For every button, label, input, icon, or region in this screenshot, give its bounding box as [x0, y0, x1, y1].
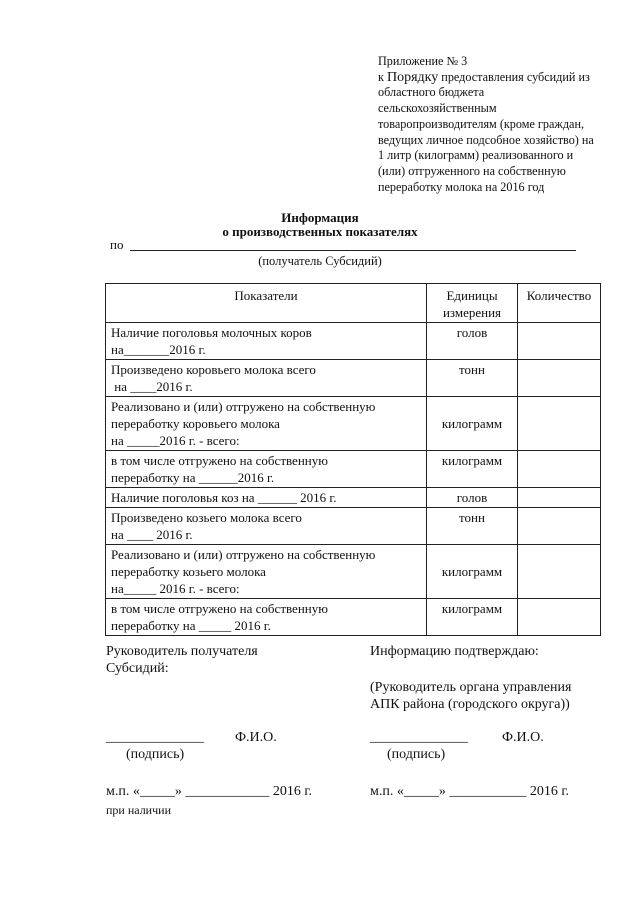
- header-indicators: Показатели: [106, 284, 427, 323]
- row-quantity-cell[interactable]: [518, 451, 601, 488]
- recipient-fill-line[interactable]: [130, 250, 576, 251]
- row-quantity-cell[interactable]: [518, 545, 601, 599]
- row-unit: килограмм: [427, 545, 518, 599]
- row-quantity-cell[interactable]: [518, 599, 601, 636]
- row-label: Произведено коровьего молока всего на ____2016 г.: [106, 360, 427, 397]
- table-row: [106, 488, 601, 508]
- table-row: [106, 397, 601, 451]
- table-row: [106, 323, 601, 360]
- header-units: Единицы измерения: [427, 284, 518, 323]
- left-signature-caption: (подпись): [126, 747, 185, 762]
- confirmation-block: [370, 643, 539, 660]
- row-label: в том числе отгружено на собственную переработку на _____ 2016 г.: [106, 599, 427, 636]
- table-row: [106, 360, 601, 397]
- left-signature-line[interactable]: ______________: [106, 730, 204, 745]
- row-unit: голов: [427, 323, 518, 360]
- row-quantity-cell[interactable]: [518, 488, 601, 508]
- document-subtitle: о производственных показателях: [222, 224, 418, 239]
- row-unit: тонн: [427, 508, 518, 545]
- appendix-line: ведущих личное подсобное хозяйство) на: [378, 132, 594, 147]
- recipient-head-title: Руководитель получателя: [106, 644, 258, 659]
- recipient-head-block: [106, 643, 258, 677]
- right-signature-line[interactable]: ______________: [370, 730, 468, 745]
- row-unit: килограмм: [427, 397, 518, 451]
- table-row: [106, 599, 601, 636]
- left-stamp-note: при наличии: [106, 803, 171, 817]
- row-unit: голов: [427, 488, 518, 508]
- row-unit: килограмм: [427, 451, 518, 488]
- appendix-line: сельскохозяйственным: [378, 101, 497, 116]
- recipient-head-subtitle: Субсидий:: [106, 661, 169, 676]
- row-label: Реализовано и (или) отгружено на собственную переработку козьего молока на_____ 2016 г. - всего:: [106, 545, 427, 599]
- document-title: Информация: [281, 210, 359, 225]
- row-label: Произведено козьего молока всего на ____ 2016 г.: [106, 508, 427, 545]
- recipient-caption: (получатель Субсидий): [258, 254, 382, 268]
- appendix-line: (или) отгруженного на собственную: [378, 163, 566, 178]
- appendix-line: переработку молока на 2016 год: [378, 179, 545, 194]
- left-stamp-date[interactable]: м.п. «_____» ____________ 2016 г.: [106, 784, 313, 799]
- right-fio-label: Ф.И.О.: [502, 730, 544, 745]
- row-quantity-cell[interactable]: [518, 360, 601, 397]
- row-quantity-cell[interactable]: [518, 508, 601, 545]
- appendix-header: [378, 54, 618, 195]
- right-signature-caption: (подпись): [387, 747, 446, 762]
- row-label: в том числе отгружено на собственную переработку на ______2016 г.: [106, 451, 427, 488]
- row-quantity-cell[interactable]: [518, 323, 601, 360]
- table-row: [106, 508, 601, 545]
- indicators-table: [105, 283, 601, 636]
- row-unit: килограмм: [427, 599, 518, 636]
- appendix-number: Приложение № 3: [378, 54, 468, 68]
- row-quantity-cell[interactable]: [518, 397, 601, 451]
- row-unit: тонн: [427, 360, 518, 397]
- table-header-row: [106, 284, 601, 323]
- confirmer-role-line2: АПК района (городского округа)): [370, 697, 570, 712]
- appendix-line: к Порядку предоставления субсидий из: [378, 69, 590, 85]
- row-label: Наличие поголовья коз на ______ 2016 г.: [106, 488, 427, 508]
- confirmer-role-line1: (Руководитель органа управления: [370, 680, 572, 695]
- row-label: Наличие поголовья молочных коров на_______2016 г.: [106, 323, 427, 360]
- appendix-line: областного бюджета: [378, 85, 485, 100]
- recipient-prefix: по: [110, 237, 124, 252]
- header-quantity: Количество: [518, 284, 601, 323]
- row-label: Реализовано и (или) отгружено на собственную переработку коровьего молока на _____2016 г. - всего:: [106, 397, 427, 451]
- table-row: [106, 545, 601, 599]
- appendix-line: товаропроизводителям (кроме граждан,: [378, 116, 585, 131]
- right-stamp-date[interactable]: м.п. «_____» ___________ 2016 г.: [370, 784, 570, 799]
- table-row: [106, 451, 601, 488]
- appendix-line: 1 литр (килограмм) реализованного и: [378, 148, 574, 163]
- confirmation-title: Информацию подтверждаю:: [370, 644, 539, 659]
- left-fio-label: Ф.И.О.: [235, 730, 277, 745]
